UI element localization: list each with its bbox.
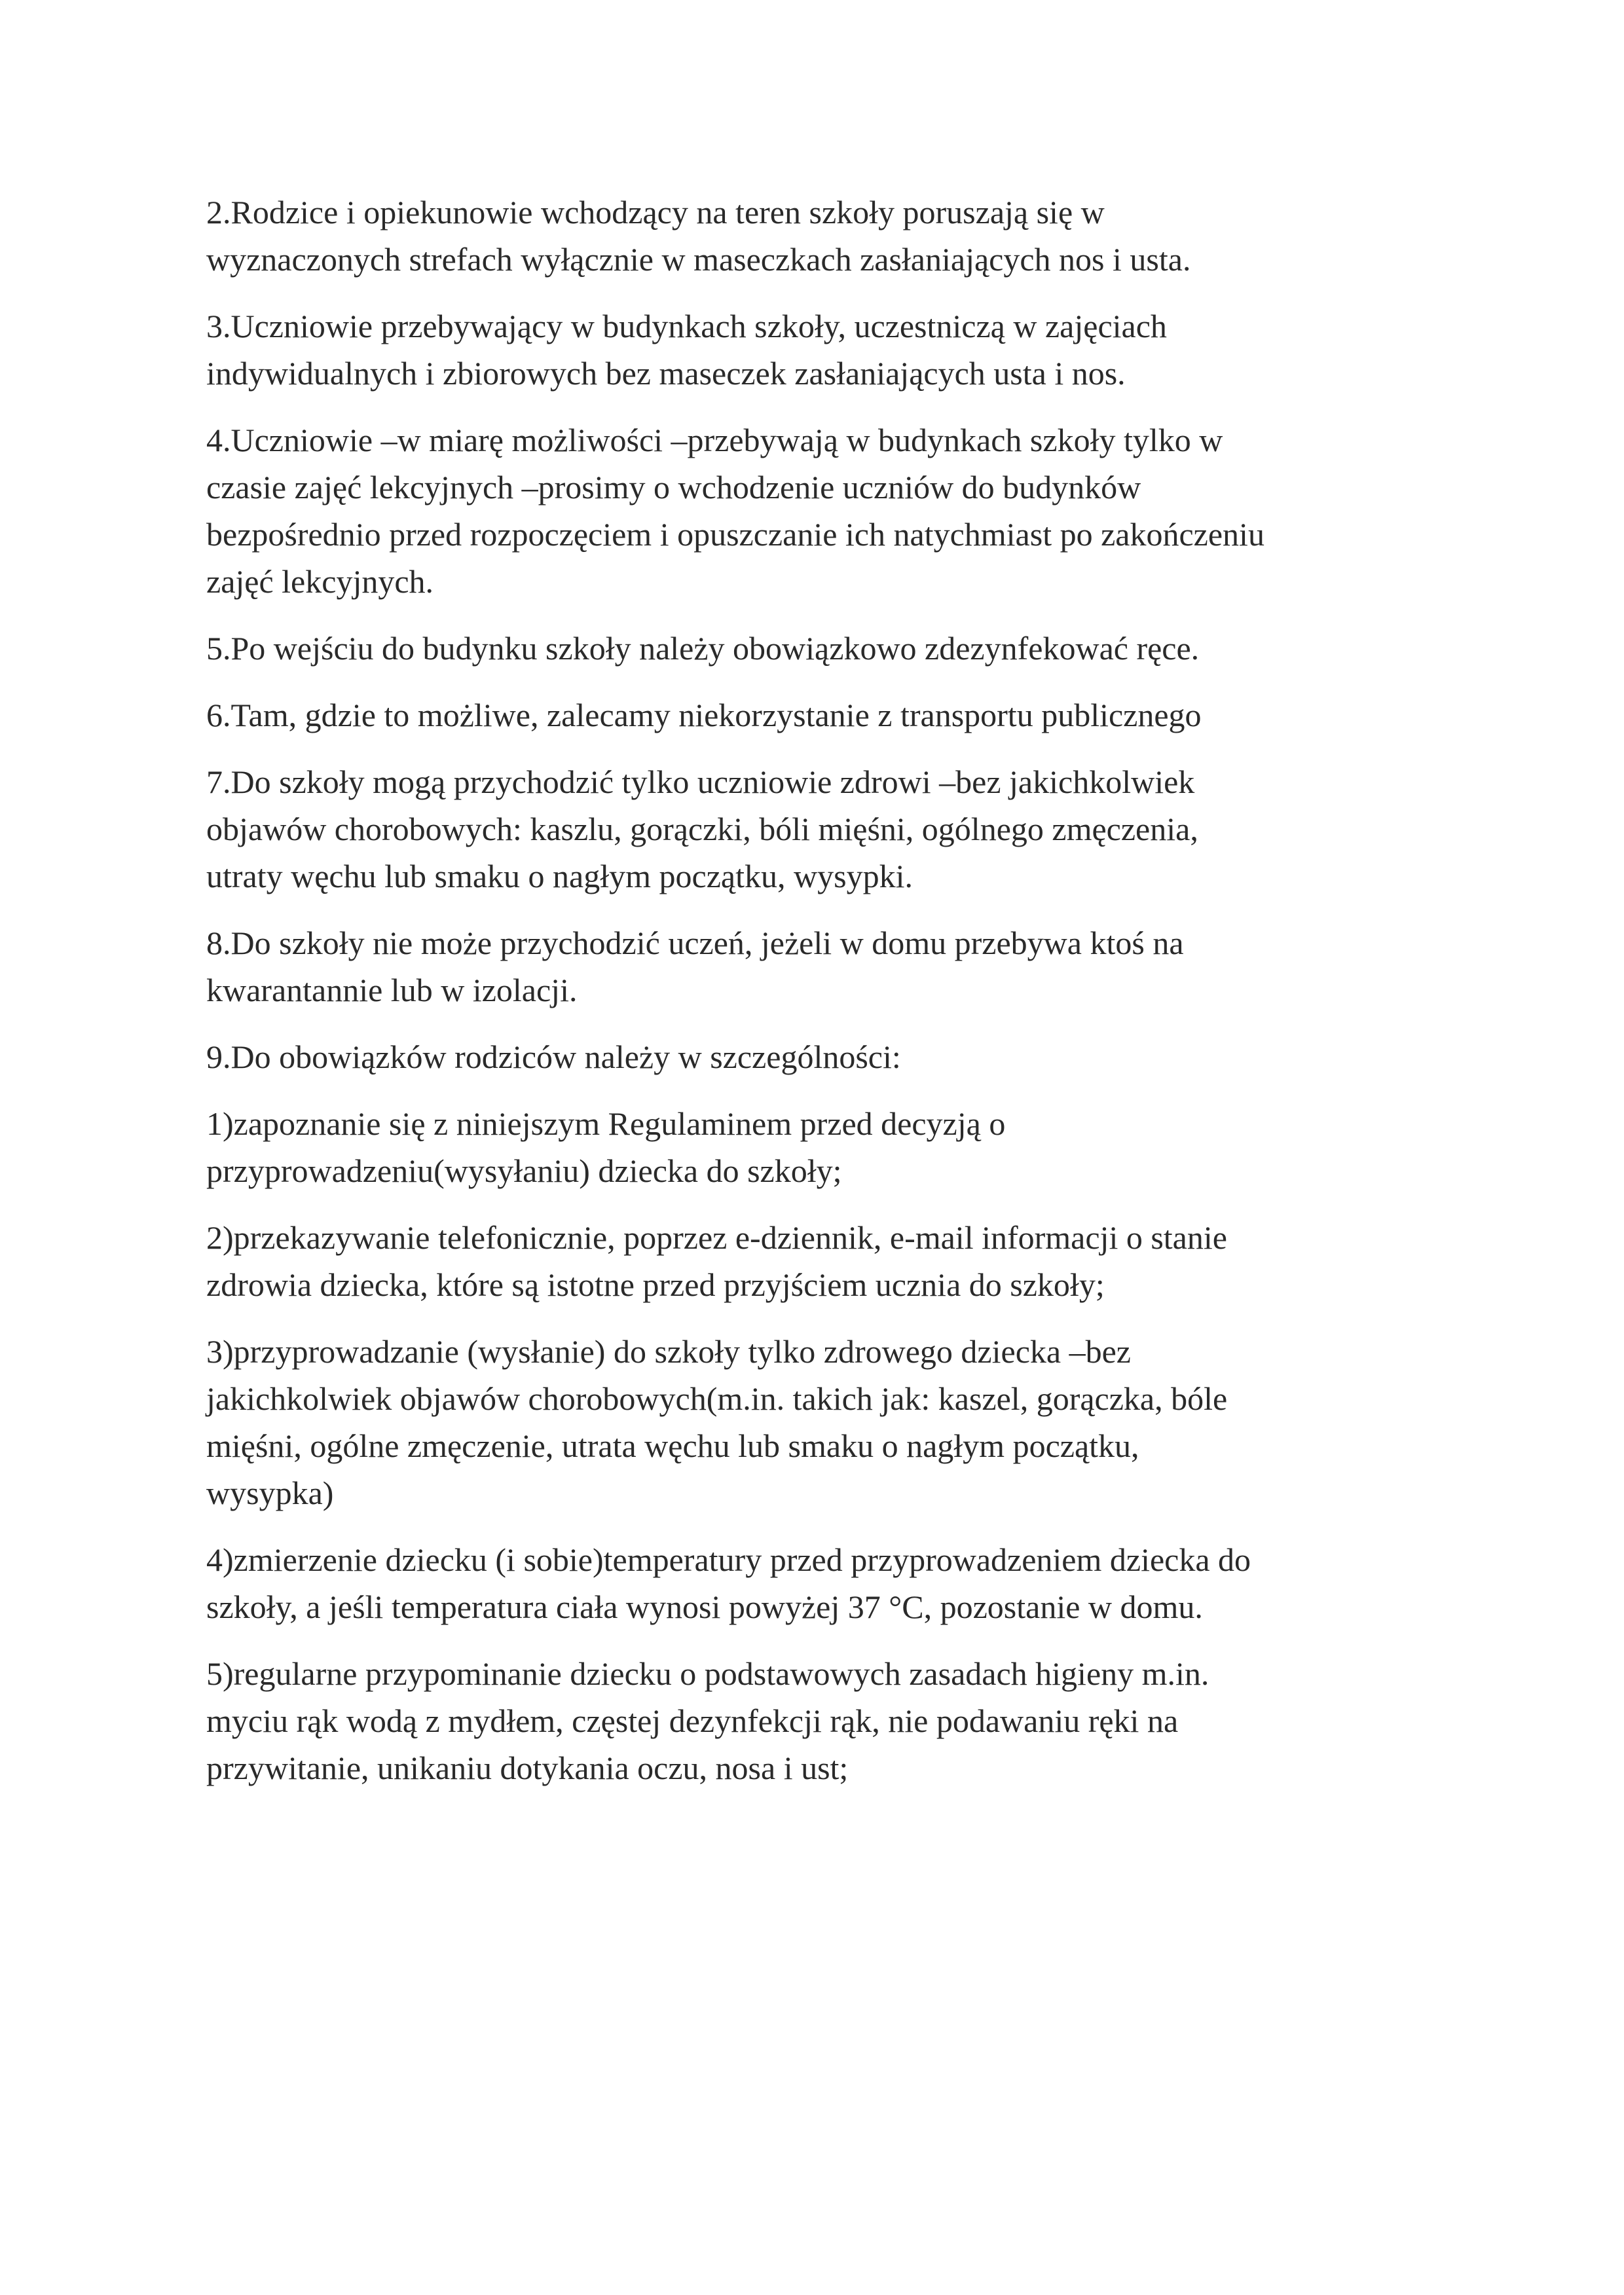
text-line: 7.Do szkoły mogą przychodzić tylko uczniowie zdrowi –bez jakichkolwiek bbox=[206, 763, 1195, 800]
text-line: wyznaczonych strefach wyłącznie w maseczkach zasłaniających nos i usta. bbox=[206, 241, 1191, 278]
text-line: 4.Uczniowie –w miarę możliwości –przebywają w budynkach szkoły tylko w bbox=[206, 422, 1223, 458]
text-line: jakichkolwiek objawów chorobowych(m.in. takich jak: kaszel, gorączka, bóle bbox=[206, 1380, 1228, 1417]
text-line: objawów chorobowych: kaszlu, gorączki, bóli mięśni, ogólnego zmęczenia, bbox=[206, 811, 1198, 847]
text-line: 3)przyprowadzanie (wysłanie) do szkoły tylko zdrowego dziecka –bez bbox=[206, 1333, 1131, 1370]
text-line: 3.Uczniowie przebywający w budynkach szkoły, uczestniczą w zajęciach bbox=[206, 308, 1167, 344]
text-line: przywitanie, unikaniu dotykania oczu, nosa i ust; bbox=[206, 1750, 849, 1786]
list-item-4 bbox=[206, 1536, 1437, 1630]
text-line: 6.Tam, gdzie to możliwe, zalecamy niekorzystanie z transportu publicznego bbox=[206, 697, 1202, 733]
text-line: mięśni, ogólne zmęczenie, utrata węchu lub smaku o nagłym początku, bbox=[206, 1427, 1139, 1464]
paragraph-2 bbox=[206, 189, 1437, 283]
paragraph-5 bbox=[206, 625, 1437, 672]
text-line: 5.Po wejściu do budynku szkoły należy obowiązkowo zdezynfekować ręce. bbox=[206, 630, 1200, 667]
list-item-2 bbox=[206, 1214, 1437, 1308]
text-line: 2)przekazywanie telefonicznie, poprzez e-dziennik, e-mail informacji o stanie bbox=[206, 1219, 1227, 1256]
list-item-5 bbox=[206, 1650, 1437, 1791]
paragraph-8 bbox=[206, 919, 1437, 1014]
paragraph-6 bbox=[206, 691, 1437, 739]
text-line: czasie zajęć lekcyjnych –prosimy o wchodzenie uczniów do budynków bbox=[206, 469, 1141, 505]
list-item-3 bbox=[206, 1328, 1437, 1516]
text-line: utraty węchu lub smaku o nagłym początku, wysypki. bbox=[206, 858, 913, 894]
text-line: 1)zapoznanie się z niniejszym Regulaminem przed decyzją o bbox=[206, 1105, 1006, 1142]
text-line: kwarantannie lub w izolacji. bbox=[206, 972, 578, 1008]
text-line: szkoły, a jeśli temperatura ciała wynosi powyżej 37 °C, pozostanie w domu. bbox=[206, 1588, 1203, 1625]
paragraph-9 bbox=[206, 1033, 1437, 1080]
text-line: myciu rąk wodą z mydłem, częstej dezynfekcji rąk, nie podawaniu ręki na bbox=[206, 1702, 1179, 1739]
paragraph-3 bbox=[206, 303, 1437, 397]
text-line: przyprowadzeniu(wysyłaniu) dziecka do szkoły; bbox=[206, 1152, 842, 1189]
text-line: 5)regularne przypominanie dziecku o podstawowych zasadach higieny m.in. bbox=[206, 1655, 1209, 1692]
text-line: 4)zmierzenie dziecku (i sobie)temperatury przed przyprowadzeniem dziecka do bbox=[206, 1541, 1251, 1578]
text-line: zdrowia dziecka, które są istotne przed przyjściem ucznia do szkoły; bbox=[206, 1266, 1105, 1303]
list-item-1 bbox=[206, 1100, 1437, 1194]
text-line: zajęć lekcyjnych. bbox=[206, 563, 434, 600]
paragraph-4 bbox=[206, 416, 1437, 605]
text-line: 2.Rodzice i opiekunowie wchodzący na teren szkoły poruszają się w bbox=[206, 194, 1105, 230]
text-line: bezpośrednio przed rozpoczęciem i opuszczanie ich natychmiast po zakończeniu bbox=[206, 516, 1264, 553]
document-body bbox=[206, 189, 1437, 1811]
text-line: 9.Do obowiązków rodziców należy w szczególności: bbox=[206, 1038, 901, 1075]
paragraph-7 bbox=[206, 758, 1437, 900]
text-line: indywidualnych i zbiorowych bez maseczek zasłaniających usta i nos. bbox=[206, 355, 1126, 392]
text-line: 8.Do szkoły nie może przychodzić uczeń, jeżeli w domu przebywa ktoś na bbox=[206, 925, 1184, 961]
text-line: wysypka) bbox=[206, 1475, 334, 1511]
